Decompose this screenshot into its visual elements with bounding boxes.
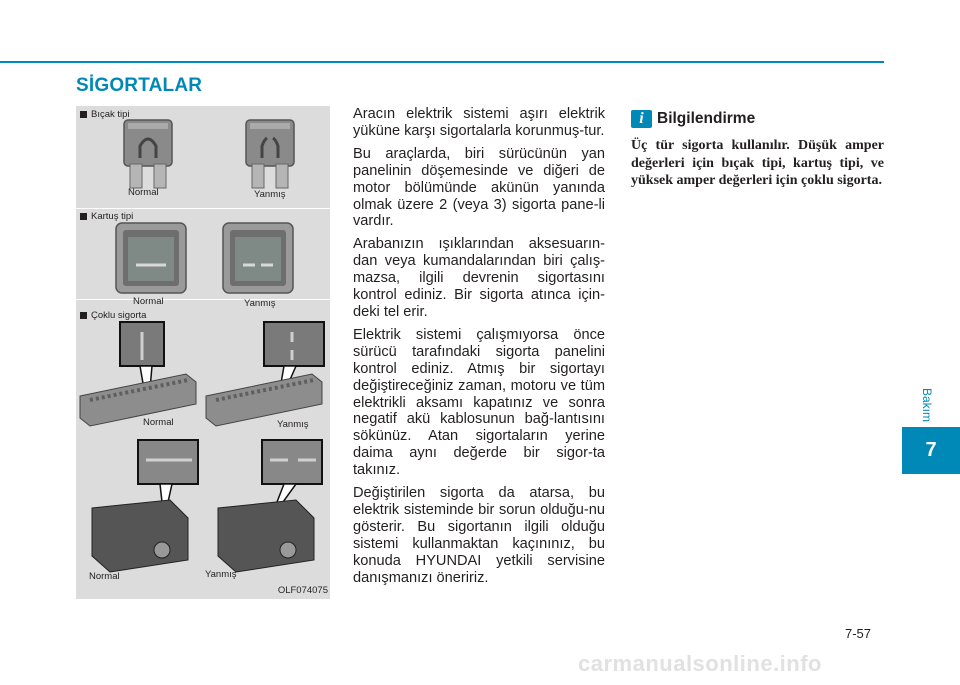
- multi-blown-caption-2: Yanmış: [205, 569, 237, 580]
- blade-blown-caption: Yanmış: [254, 189, 286, 200]
- page-title: SİGORTALAR: [76, 75, 203, 96]
- multi-fuse-header: Çoklu sigorta: [80, 310, 146, 321]
- multi-fuse-normal-image: [78, 320, 200, 432]
- multi-normal-caption-2: Normal: [89, 571, 120, 582]
- body-text: [353, 106, 605, 592]
- header-rule: [0, 61, 884, 63]
- bullet-square-icon: [80, 111, 87, 118]
- multi-fuse-normal-image-2: [82, 438, 202, 576]
- cartridge-fuse-normal-image: [114, 221, 188, 295]
- page-number: 7-57: [845, 626, 872, 641]
- bullet-square-icon: [80, 312, 87, 319]
- fuse-figure: [76, 106, 330, 599]
- cartridge-blown-caption: Yanmış: [244, 298, 276, 309]
- cartridge-fuse-header: Kartuş tipi: [80, 211, 133, 222]
- multi-normal-caption: Normal: [143, 417, 174, 428]
- blade-fuse-normal-image: [122, 118, 174, 190]
- blade-fuse-header: Bıçak tipi: [80, 109, 130, 120]
- watermark: carmanualsonline.info: [578, 651, 822, 676]
- multi-fuse-blown-image-2: [210, 438, 330, 576]
- figure-code: OLF074075: [277, 585, 328, 596]
- paragraph-3: Arabanızın ışıklarından aksesuarın-dan veya kumandalarından biri çalış-mazsa, ilgili devrenin sigortasını kontrol ediniz. Bir sigorta atınca için-deki tel erir.: [353, 236, 605, 320]
- cartridge-normal-caption: Normal: [133, 296, 164, 307]
- multi-fuse-blown-image: [204, 320, 328, 432]
- multi-blown-caption: Yanmış: [277, 419, 309, 430]
- info-icon: i: [631, 110, 652, 128]
- paragraph-4: Elektrik sistemi çalışmıyorsa önce sürücü tarafındaki sigorta panelini kontrol ediniz. Atmış bir sigortayı değiştireceğiniz zaman, motoru ve tüm elektrikli aksamı kapatınız ve sonra negatif akü kablosunun bağ-lantısını sökünüz. Atan sigortaların yerine daima aynı değerde bir sigor-ta takınız.: [353, 326, 605, 479]
- cartridge-fuse-blown-image: [221, 221, 295, 295]
- info-title: Bilgilendirme: [657, 110, 756, 127]
- section-side-label: Bakım: [919, 387, 934, 423]
- paragraph-2: Bu araçlarda, biri sürücünün yan panelinin döşemesinde ve diğeri de motor bölümünde akünün yanında olmak üzere 2 (veya 3) sigorta pane-li vardır.: [353, 145, 605, 230]
- blade-normal-caption: Normal: [128, 187, 159, 198]
- paragraph-5: Değiştirilen sigorta da atarsa, bu elektrik sisteminde bir sorun olduğu-nu gösterir. Bu sigortanın ilgili olduğu sistemi kullanmaktan kaçınınız, bu konuda HYUNDAI yetkili servisine danışmanızı öneririz.: [353, 485, 605, 586]
- info-text: Üç tür sigorta kullanılır. Düşük amper değerleri için bıçak tipi, kartuş tipi, ve yüksek amper değerleri için çoklu sigorta.: [631, 138, 884, 188]
- chapter-tab: 7: [902, 427, 960, 474]
- paragraph-1: Aracın elektrik sistemi aşırı elektrik yüküne karşı sigortalarla korunmuş-tur.: [353, 106, 605, 139]
- bullet-square-icon: [80, 213, 87, 220]
- blade-fuse-blown-image: [244, 118, 296, 190]
